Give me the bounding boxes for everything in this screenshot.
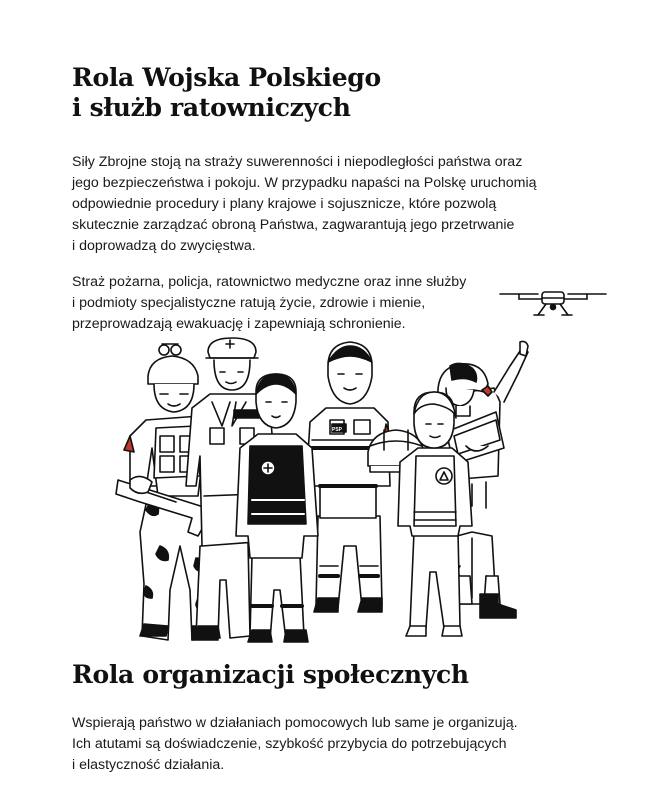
section-title-military: [72, 63, 381, 123]
text-line: przeprowadzają ewakuację i zapewniają schronienie.: [72, 316, 406, 332]
drone-illustration: [498, 282, 608, 320]
text-line: i elastyczność działania.: [72, 757, 225, 773]
title-line-1: Rola Wojska Polskiego: [72, 63, 381, 92]
text-line: skutecznie zarządzać obroną Państwa, zagwarantują jego przetrwanie: [72, 217, 515, 233]
title-line-2: i służb ratowniczych: [72, 93, 351, 122]
section-title-organizations: Rola organizacji społecznych: [72, 660, 469, 689]
text-line: Straż pożarna, policja, ratownictwo medyczne oraz inne służby: [72, 274, 467, 290]
rescue-workers-illustration: [100, 336, 530, 648]
text-line: Ich atutami są doświadczenie, szybkość przybycia do potrzebujących: [72, 736, 507, 752]
paragraph-rescue-services: [72, 272, 466, 335]
text-line: Wspierają państwo w działaniach pomocowych lub same je organizują.: [72, 715, 518, 731]
text-line: i doprowadzą do zwycięstwa.: [72, 238, 256, 254]
text-line: Siły Zbrojne stoją na straży suwerenności i niepodległości państwa oraz: [72, 154, 523, 170]
text-line: odpowiednie procedury i plany krajowe i sojusznicze, które pozwolą: [72, 196, 497, 212]
text-line: i podmioty specjalistyczne ratują życie, zdrowie i mienie,: [72, 295, 426, 311]
psp-badge-label: PSP: [332, 427, 343, 433]
police-badge-label: POLICJA: [234, 412, 258, 418]
text-line: jego bezpieczeństwa i pokoju. W przypadku napaści na Polskę uruchomią: [72, 175, 537, 191]
paragraph-armed-forces: [72, 152, 537, 257]
paragraph-organizations: [72, 713, 518, 776]
firefighter-figure: [306, 342, 390, 612]
